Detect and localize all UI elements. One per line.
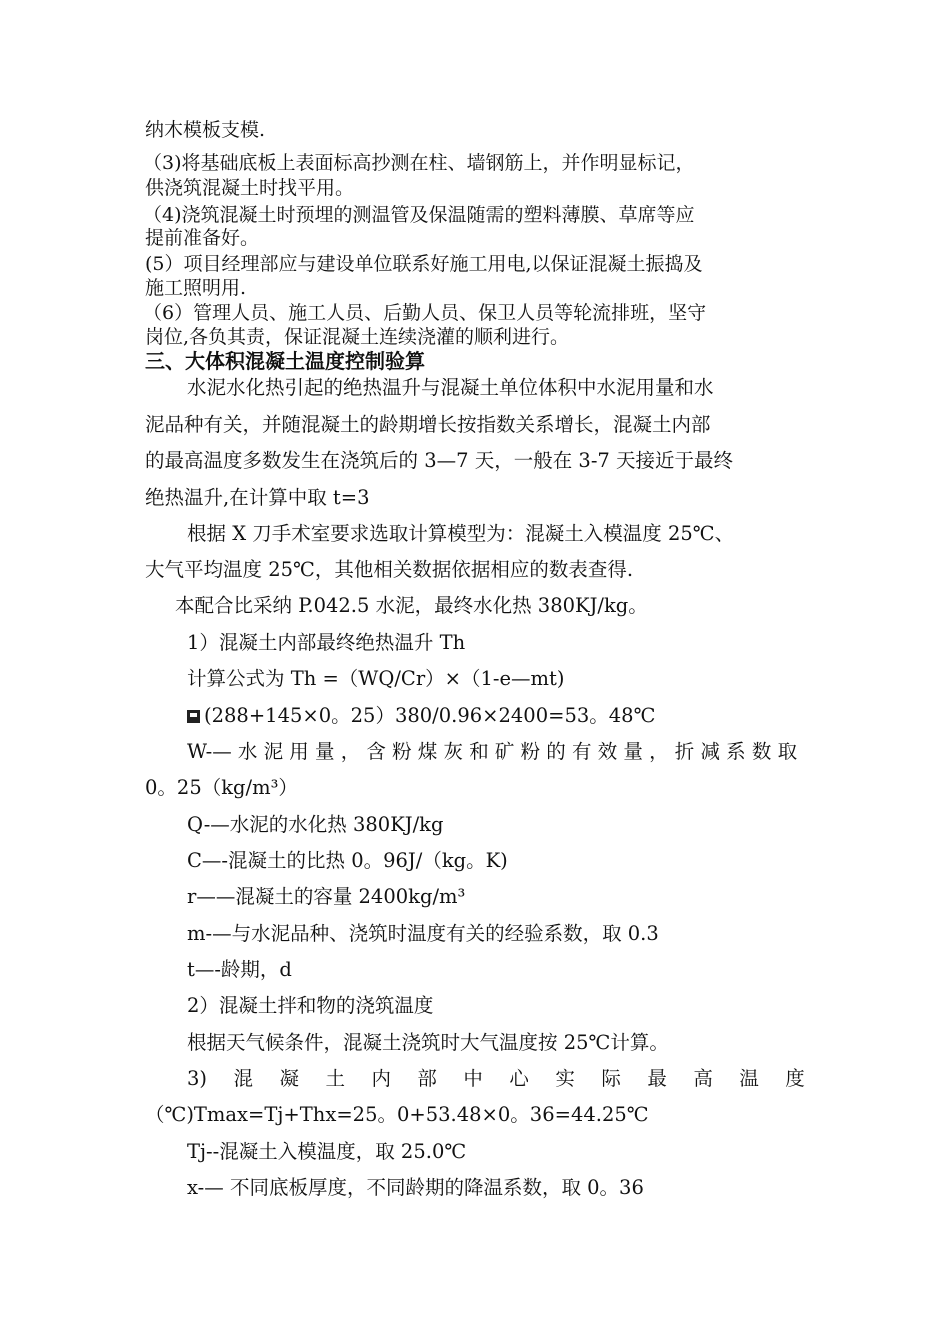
- paragraph-line: 泥品种有关，并随混凝土的龄期增长按指数关系增长，混凝土内部: [145, 413, 711, 436]
- calc-line: [187, 704, 655, 728]
- paragraph-line: 本配合比采纳 P.042.5 水泥，最终水化热 380KJ/kg。: [175, 594, 648, 617]
- section-heading: 三、大体积混凝土温度控制验算: [145, 349, 425, 373]
- word: 度: [785, 1067, 805, 1090]
- word: 部: [417, 1067, 437, 1090]
- calc-line: 计算公式为 Th =（WQ/Cr）×（1-e—mt): [187, 667, 565, 690]
- formula-text: (288+145×0。25）380/0.96×2400=53。48℃: [204, 704, 656, 727]
- calc-line: C—-混凝土的比热 0。96J/（kg。K): [187, 849, 508, 872]
- paragraph-line: 绝热温升,在计算中取 t=3: [145, 486, 370, 509]
- text-line: （4)浇筑混凝土时预埋的测温管及保温随需的塑料薄膜、草席等应: [143, 204, 695, 226]
- word: 中: [463, 1067, 483, 1090]
- text-line: 施工照明用.: [145, 277, 247, 299]
- justified-line: [187, 1067, 805, 1091]
- paragraph-line: 水泥水化热引起的绝热温升与混凝土单位体积中水泥用量和水: [187, 376, 714, 399]
- paragraph-line: 大气平均温度 25℃，其他相关数据依据相应的数表查得.: [145, 558, 634, 581]
- text-line: 提前准备好。: [145, 227, 260, 249]
- calc-line: 0。25（kg/m³）: [145, 776, 298, 799]
- calc-line: W-— 水 泥 用 量 ， 含 粉 煤 灰 和 矿 粉 的 有 效 量 ， 折 减 系 数 取: [187, 740, 798, 763]
- calc-line: r——混凝土的容量 2400kg/m³: [187, 885, 466, 908]
- text-line: （3)将基础底板上表面标高抄测在柱、墙钢筋上，并作明显标记，: [143, 152, 695, 174]
- calc-line: Q-—水泥的水化热 380KJ/kg: [187, 813, 444, 836]
- text-line: 供浇筑混凝土时找平用。: [145, 177, 355, 199]
- word: 3): [187, 1067, 208, 1090]
- save-icon: [187, 710, 200, 723]
- calc-line: 1）混凝土内部最终绝热温升 Th: [187, 631, 466, 654]
- word: 内: [371, 1067, 391, 1090]
- paragraph-line: 的最高温度多数发生在浇筑后的 3—7 天，一般在 3-7 天接近于最终: [145, 449, 734, 472]
- calc-line: 2）混凝土拌和物的浇筑温度: [187, 994, 434, 1017]
- word: 凝: [279, 1067, 299, 1090]
- word: 土: [325, 1067, 345, 1090]
- calc-line: Tj--混凝土入模温度，取 25.0℃: [187, 1140, 467, 1163]
- text-line: 岗位,各负其责，保证混凝土连续浇灌的顺利进行。: [145, 326, 570, 348]
- calc-line: （℃)Tmax=Tj+Thx=25。0+53.48×0。36=44.25℃: [145, 1103, 649, 1126]
- word: 混: [233, 1067, 253, 1090]
- word: 高: [693, 1067, 713, 1090]
- text-line: 纳木模板支模.: [145, 119, 266, 141]
- word: 最: [647, 1067, 667, 1090]
- word: 实: [555, 1067, 575, 1090]
- word: 心: [509, 1067, 529, 1090]
- calc-line: x-— 不同底板厚度，不同龄期的降温系数，取 0。36: [187, 1176, 644, 1199]
- text-line: （6）管理人员、施工人员、后勤人员、保卫人员等轮流排班，坚守: [143, 302, 707, 324]
- text-line: (5）项目经理部应与建设单位联系好施工用电,以保证混凝土振捣及: [145, 253, 703, 275]
- paragraph-line: 根据 X 刀手术室要求选取计算模型为：混凝土入模温度 25℃、: [187, 522, 735, 545]
- calc-line: m-—与水泥品种、浇筑时温度有关的经验系数，取 0.3: [187, 922, 659, 945]
- word: 际: [601, 1067, 621, 1090]
- calc-line: 根据天气候条件，混凝土浇筑时大气温度按 25℃计算。: [187, 1031, 669, 1054]
- word: 温: [739, 1067, 759, 1090]
- calc-line: t—-龄期，d: [187, 958, 292, 981]
